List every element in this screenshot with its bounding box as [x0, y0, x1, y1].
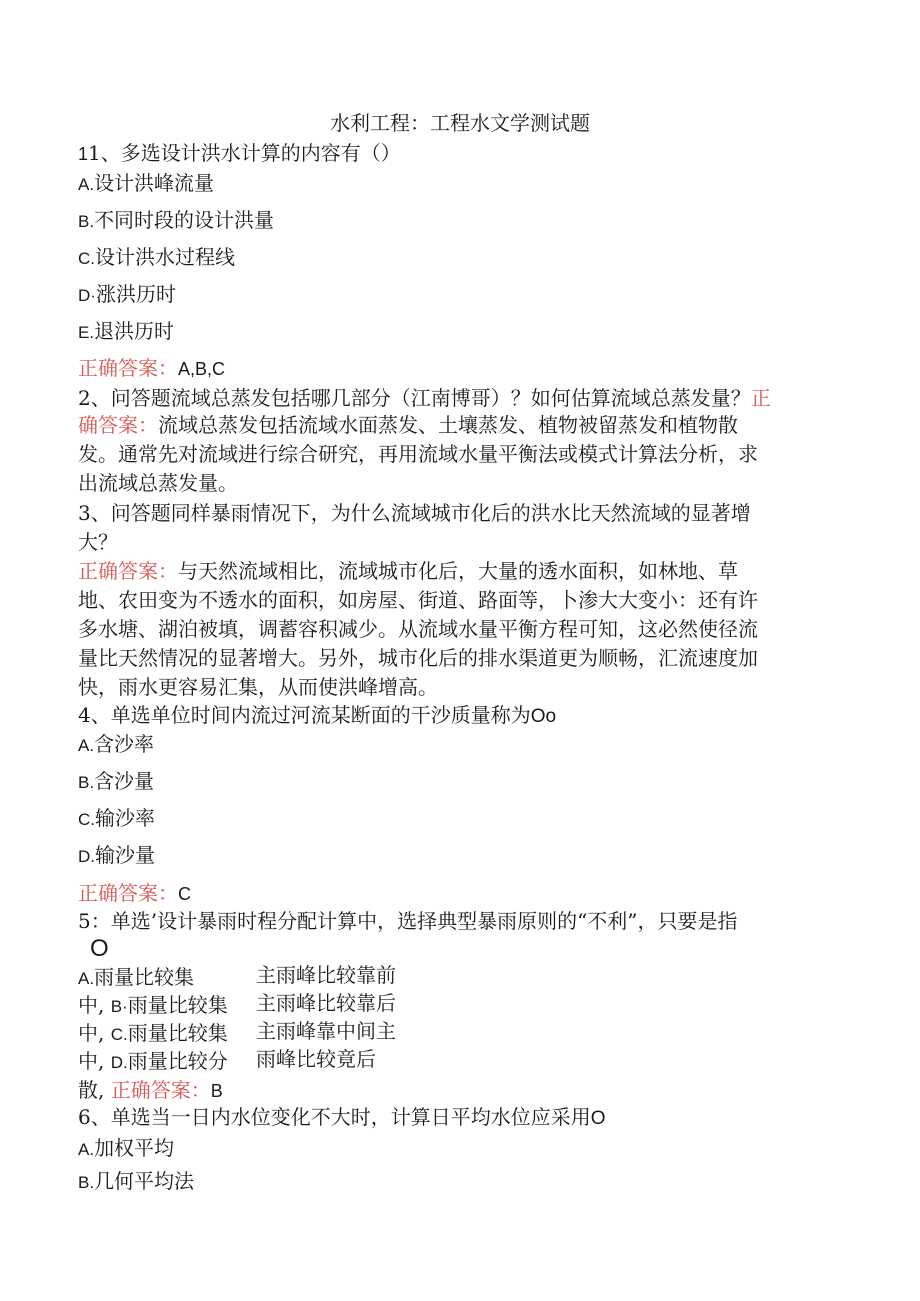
- question-5-row-1-right: 主雨峰比较靠前: [256, 963, 396, 987]
- question-5-row-2-right: 主雨峰比较靠后: [256, 991, 396, 1015]
- question-1-option-e: E.退洪历时: [78, 319, 175, 343]
- question-5-circle: O: [90, 935, 109, 962]
- page-title: 水利工程：工程水文学测试题: [330, 111, 590, 135]
- answer-value: C: [178, 884, 191, 904]
- question-2-line-4: 出流域总蒸发量。: [78, 471, 238, 495]
- question-2-line-1: 2、问答题流域总蒸发包括哪几部分（江南博哥）？如何估算流域总蒸发量？正: [78, 386, 771, 410]
- question-3-answer-line-1: 正确答案：与天然流域相比，流域城市化后，大量的透水面积，如林地、草: [78, 559, 738, 583]
- question-1-answer: [78, 355, 225, 381]
- question-6-stem: 6、单选当一日内水位变化不大时，计算日平均水位应采用O: [78, 1105, 606, 1129]
- answer-value: B: [210, 1081, 223, 1101]
- question-5-stem: 5：单选’设计暴雨时程分配计算中，选择典型暴雨原则的“不利”，只要是指: [78, 909, 738, 933]
- question-5-row-3-right: 主雨峰靠中间主: [256, 1019, 396, 1043]
- question-4-option-d: D.输沙量: [78, 843, 155, 867]
- answer-value: A,B,C: [178, 359, 226, 379]
- question-5-row-4-right: 雨峰比较竟后: [256, 1047, 376, 1071]
- question-4-option-a: A.含沙率: [78, 732, 155, 756]
- question-3-answer-line-2: 地、农田变为不透水的面积，如房屋、街道、路面等，卜渗大大变小：还有许: [78, 588, 758, 612]
- question-6-option-b: B.几何平均法: [78, 1169, 195, 1193]
- question-3-line-1: 3、问答题同样暴雨情况下，为什么流域城市化后的洪水比天然流域的显著增: [78, 501, 751, 525]
- answer-label: 正确答案：: [110, 1078, 211, 1102]
- question-3-answer-line-4: 量比天然情况的显著增大。另外，城市化后的排水渠道更为顺畅，汇流速度加: [78, 646, 758, 670]
- answer-label: 正确答案：: [78, 356, 178, 380]
- question-1-option-d: D·涨洪历时: [78, 282, 176, 306]
- question-5-row-3-left: 中, C.雨量比较集: [78, 1021, 228, 1045]
- question-1-option-a: A.设计洪峰流量: [78, 171, 215, 195]
- answer-label: 正确答案：: [78, 559, 178, 583]
- question-5-row-2-left: 中, B·雨量比较集: [78, 993, 228, 1017]
- question-4-answer: [78, 880, 191, 906]
- question-3-answer-line-5: 快，雨水更容易汇集，从而使洪峰增高。: [78, 675, 438, 699]
- question-4-option-c: C.输沙率: [78, 806, 155, 830]
- question-5-answer: 散, 正确答案：B: [78, 1078, 223, 1102]
- question-1-option-b: B.不同时段的设计洪量: [78, 208, 275, 232]
- question-4-stem: 4、单选单位时间内流过河流某断面的干沙质量称为Oo: [78, 703, 557, 727]
- question-6-option-a: A.加权平均: [78, 1136, 175, 1160]
- question-1-option-c: C.设计洪水过程线: [78, 245, 235, 269]
- question-2-line-3: 发。通常先对流域进行综合研究，再用流域水量平衡法或模式计算法分析，求: [78, 442, 758, 466]
- question-3-line-2: 大？: [78, 530, 118, 554]
- question-5-row-1-left: A.雨量比较集: [78, 965, 195, 989]
- question-1-stem: 11、多选设计洪水计算的内容有（）: [78, 141, 401, 165]
- question-3-answer-line-3: 多水塘、湖泊被填，调蓄容积减少。从流域水量平衡方程可知，这必然使径流: [78, 617, 758, 641]
- question-2-line-2: 确答案：流域总蒸发包括流域水面蒸发、土壤蒸发、植物被留蒸发和植物散: [78, 413, 738, 437]
- question-5-row-4-left: 中, D.雨量比较分: [78, 1049, 228, 1073]
- answer-label: 正确答案：: [78, 881, 178, 905]
- question-4-option-b: B.含沙量: [78, 769, 155, 793]
